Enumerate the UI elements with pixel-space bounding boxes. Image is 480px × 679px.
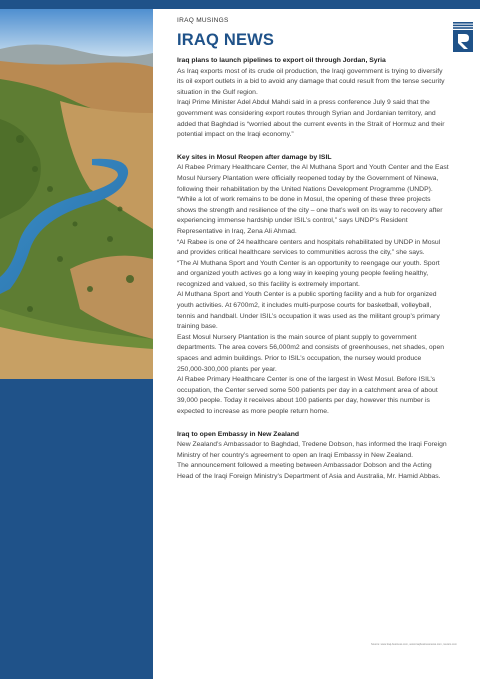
article-paragraph: East Mosul Nursery Plantation is the main source of plant supply to government departments. The area covers 56,000m2 and consists of greenhouses, net shades, open spaces and admin buildings. Prior to ISIL’s occupation, the nursey would produce 250,000-300,000 plants per year. (177, 333, 445, 373)
left-sidebar (0, 9, 153, 679)
brand-logo (453, 22, 473, 52)
article-paragraph: Al Muthana Sport and Youth Center is a public sporting facility and a hub for organized youth activities. At 6700m2, it includes multi-purpose courts for basketball, volleyball, tennis and handball. Under ISIL’s occupation it was used as the militant group’s primary training base. (177, 291, 440, 331)
landscape-photo (0, 9, 153, 379)
article-paragraph: “While a lot of work remains to be done in Mosul, the opening of these three projects shows the strength and resilience of the city – one that’s well on its way to recovery after experiencing immense hardship under ISIL’s control,” says UNDP’s Resident Representative in Iraq, Zena Ali Ahmad. (177, 196, 443, 235)
article-paragraph: Al Rabee Primary Healthcare Center is one of the largest in West Mosul. Before ISIL’s occupation, the Center served some 500 patients per day in a catchment area of about 39,000 people. Today it receives about 100 patients per day, however this number is expected to increase as more people return home. (177, 376, 438, 415)
article-paragraph: As Iraq exports most of its crude oil production, the Iraqi government is trying to diversify its oil export outlets in a bid to avoid any damage that could result from the tense security situation in the Gulf region. (177, 67, 445, 96)
section-kicker: IRAQ MUSINGS (177, 17, 229, 24)
article-paragraph: “Al Rabee is one of 24 healthcare centers and hospitals rehabilitated by UNDP in Mosul and provides critical healthcare services to communities across the city,” she says. (177, 238, 441, 257)
article-paragraph: The announcement followed a meeting between Ambassador Dobson and the Acting Head of the Iraqi Foreign Ministry’s Department of Asia and Australia, Mr. Hamid Abbas. (177, 462, 441, 480)
article-oil-pipelines (177, 56, 449, 141)
article-nz-embassy (177, 430, 449, 483)
article-paragraph: New Zealand’s Ambassador to Baghdad, Tredene Dobson, has informed the Iraqi Foreign Ministry of her country’s agreement to open an Iraqi Embassy in New Zealand. (177, 441, 447, 459)
article-headline: Key sites in Mosul Reopen after damage by ISIL (177, 153, 332, 161)
article-headline: Iraq to open Embassy in New Zealand (177, 430, 299, 438)
main-content (177, 16, 449, 495)
article-headline: Iraq plans to launch pipelines to export oil through Jordan, Syria (177, 57, 386, 64)
article-paragraph: Iraqi Prime Minister Adel Abdul Mahdi said in a press conference July 9 said that the government was considering export routes through Syrian and Jordanian territory, and added that Baghdad is “worried about the current events in the Strait of Hormuz and their potential impact on the Iraqi economy.” (177, 99, 445, 139)
source-footnote: Source: www.iraq-business.com, www.iraqbusinessnews.com, reuters.com (371, 643, 457, 646)
page-title: IRAQ NEWS (177, 31, 275, 49)
article-paragraph: “The Al Muthana Sport and Youth Center is an opportunity to reengage our youth. Sport and organized youth actives go a long way in keeping young people feeling healthy, recognized and valued, so this facility is extremely important. (177, 259, 440, 288)
article-paragraph: Al Rabee Primary Healthcare Center, the Al Muthana Sport and Youth Center and the East Mosul Nursery Plantation were officially reopened today by the Government of Ninewa, following their rehabilitation by the United Nations Development Programme (UNDP). (177, 164, 449, 193)
top-banner-bar (0, 0, 480, 9)
article-mosul-reopen (177, 153, 449, 418)
